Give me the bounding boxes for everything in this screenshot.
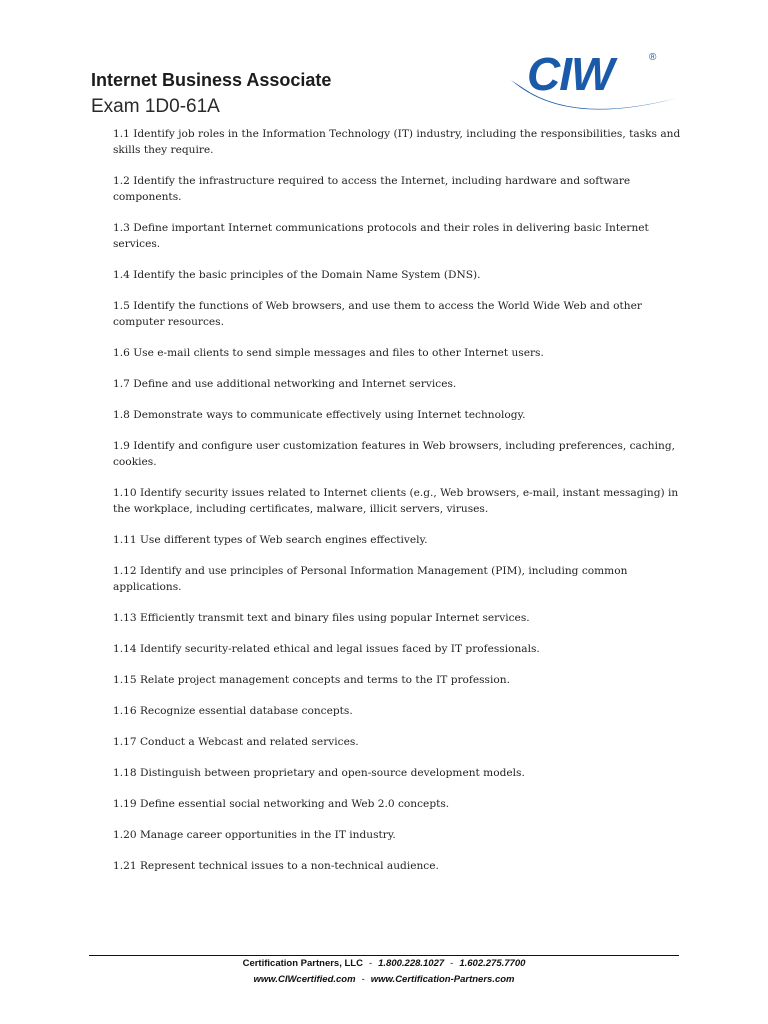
objective-item: 1.9 Identify and configure user customization features in Web browsers, including preferences, caching, cookies. bbox=[113, 440, 675, 468]
objective-item: 1.6 Use e-mail clients to send simple messages and files to other Internet users. bbox=[113, 347, 544, 359]
registered-mark: ® bbox=[649, 52, 657, 63]
objective-item: 1.11 Use different types of Web search engines effectively. bbox=[113, 534, 428, 546]
footer-separator: - bbox=[361, 974, 365, 985]
footer-link-ciwcertified[interactable]: www.CIWcertified.com bbox=[253, 974, 356, 985]
logo-text: CIW bbox=[527, 48, 614, 100]
footer-separator: - bbox=[450, 958, 454, 969]
footer-divider bbox=[89, 955, 679, 956]
objective-item: 1.5 Identify the functions of Web browsers, and use them to access the World Wide Web and other computer resources. bbox=[113, 300, 642, 328]
objective-item: 1.16 Recognize essential database concepts. bbox=[113, 705, 353, 717]
footer-contact bbox=[89, 958, 679, 969]
objective-item: 1.14 Identify security-related ethical and legal issues faced by IT professionals. bbox=[113, 643, 540, 655]
ciw-logo bbox=[505, 46, 681, 116]
objective-item: 1.10 Identify security issues related to Internet clients (e.g., Web browsers, e-mail, instant messaging) in the workplace, including certificates, malware, illicit servers, viruses. bbox=[113, 487, 679, 515]
footer-phone-direct: 1.602.275.7700 bbox=[459, 958, 526, 969]
footer-websites bbox=[89, 974, 679, 985]
objective-item: 1.1 Identify job roles in the Information Technology (IT) industry, including the responsibilities, tasks and skills they require. bbox=[113, 128, 681, 156]
objectives-list bbox=[113, 126, 683, 889]
footer-link-certification-partners[interactable]: www.Certification-Partners.com bbox=[370, 974, 515, 985]
objective-item: 1.7 Define and use additional networking and Internet services. bbox=[113, 378, 457, 390]
objective-item: 1.4 Identify the basic principles of the Domain Name System (DNS). bbox=[113, 269, 481, 281]
objective-item: 1.13 Efficiently transmit text and binary files using popular Internet services. bbox=[113, 612, 530, 624]
objective-item: 1.18 Distinguish between proprietary and open-source development models. bbox=[113, 767, 525, 779]
objective-item: 1.21 Represent technical issues to a non-technical audience. bbox=[113, 860, 439, 872]
objective-item: 1.2 Identify the infrastructure required to access the Internet, including hardware and software components. bbox=[113, 175, 631, 203]
objective-item: 1.20 Manage career opportunities in the IT industry. bbox=[113, 829, 396, 841]
objective-item: 1.15 Relate project management concepts and terms to the IT profession. bbox=[113, 674, 510, 686]
objective-item: 1.12 Identify and use principles of Personal Information Management (PIM), including common applications. bbox=[113, 565, 628, 593]
exam-code: Exam 1D0-61A bbox=[91, 96, 220, 117]
footer-separator: - bbox=[368, 958, 373, 969]
objective-item: 1.19 Define essential social networking and Web 2.0 concepts. bbox=[113, 798, 450, 810]
objective-item: 1.8 Demonstrate ways to communicate effectively using Internet technology. bbox=[113, 409, 526, 421]
objective-item: 1.3 Define important Internet communications protocols and their roles in delivering basic Internet services. bbox=[113, 222, 649, 250]
page-title: Internet Business Associate bbox=[91, 70, 332, 90]
footer-phone-tollfree: 1.800.228.1027 bbox=[378, 958, 445, 969]
footer-company: Certification Partners, LLC bbox=[242, 958, 363, 969]
objective-item: 1.17 Conduct a Webcast and related services. bbox=[113, 736, 359, 748]
